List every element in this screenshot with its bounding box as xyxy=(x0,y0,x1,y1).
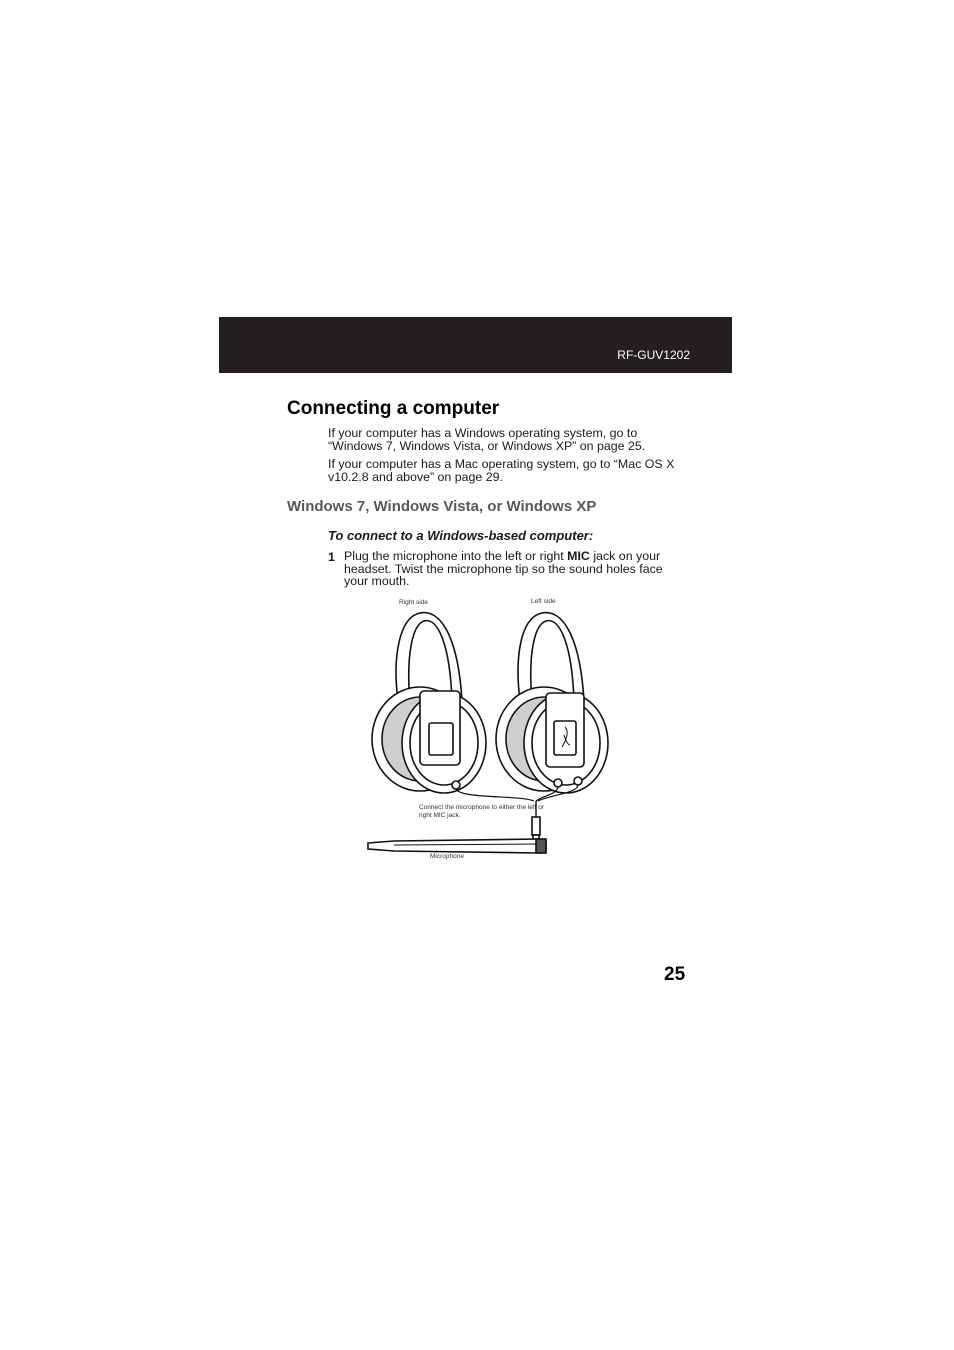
section-title: Connecting a computer xyxy=(287,398,500,419)
label-right-side: Right side xyxy=(399,599,428,606)
label-connect: Connect the microphone to either the left or right MIC jack. xyxy=(419,804,545,819)
right-headset xyxy=(372,613,486,793)
step-text-part: jack on your headset. Twist the microphone tip so the sound holes face your mouth. xyxy=(344,549,663,588)
model-number: RF-GUV1202 xyxy=(617,348,690,362)
intro-paragraph-mac: If your computer has a Mac operating system, go to “Mac OS X v10.2.8 and above” on page 29. xyxy=(328,457,675,484)
subsection-title: Windows 7, Windows Vista, or Windows XP xyxy=(287,498,597,515)
left-headset xyxy=(496,613,608,793)
step-number: 1 xyxy=(328,550,335,564)
label-left-side: Left side xyxy=(531,598,556,605)
procedure-title: To connect to a Windows-based computer: xyxy=(328,528,594,543)
headset-illustration xyxy=(360,595,620,870)
intro-paragraph-windows: If your computer has a Windows operating system, go to “Windows 7, Windows Vista, or Windows XP” on page 25. xyxy=(328,426,646,453)
headset-figure xyxy=(360,595,620,870)
label-microphone: Microphone xyxy=(430,853,464,860)
page-number: 25 xyxy=(664,964,686,985)
step-text xyxy=(344,550,689,588)
mic-jack-label: MIC xyxy=(567,549,590,563)
step-text-part: Plug the microphone into the left or right xyxy=(344,549,568,563)
header-bar xyxy=(219,317,732,373)
